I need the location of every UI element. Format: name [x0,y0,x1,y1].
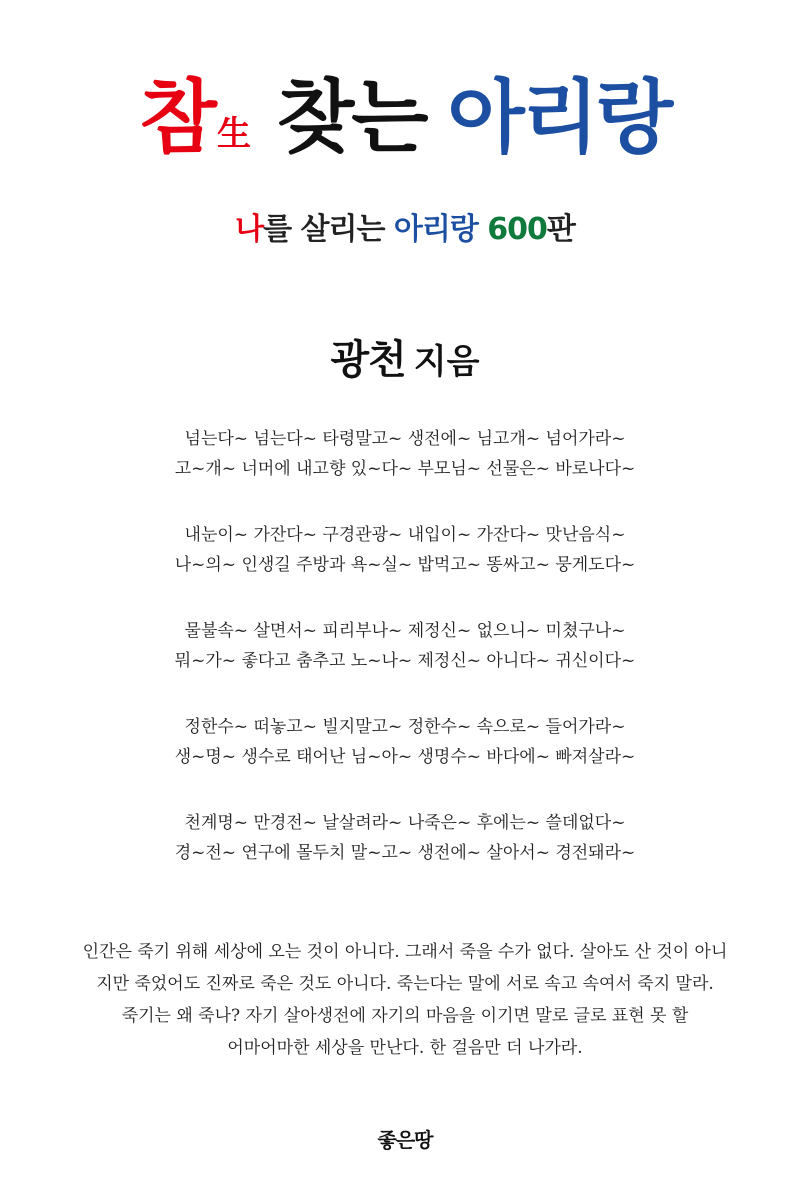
poem-stanza [0,616,810,676]
subtitle-na: 나 [235,212,264,247]
poem-line: 경~전~ 연구에 몰두치 말~고~ 생전에~ 살아서~ 경전돼라~ [174,843,636,863]
poem-line: 생~명~ 생수로 태어난 님~아~ 생명수~ 바다에~ 빠져살라~ [174,747,636,767]
poem-line: 나~의~ 인생길 주방과 욕~실~ 밥먹고~ 똥싸고~ 뭉게도다~ [174,555,636,575]
prose-line: 죽기는 왜 죽나? 자기 살아생전에 자기의 마음을 이기면 말로 글로 표현 못 할 [121,1006,689,1026]
subtitle-arirang: 아리랑 [393,212,478,247]
author-role: 지음 [413,342,480,382]
poem-line: 내눈이~ 가잔다~ 구경관광~ 내입이~ 가잔다~ 맛난음식~ [184,525,626,545]
author-credit [0,328,810,385]
poem-line: 천계명~ 만경전~ 날살려라~ 나죽은~ 후에는~ 쓸데없다~ [184,813,626,833]
poem-stanza [0,712,810,772]
poem-line: 뭐~가~ 좋다고 춤추고 노~나~ 제정신~ 아니다~ 귀신이다~ [174,651,636,671]
publisher-logo: 좋은땅 [377,1128,433,1152]
prose-line: 지만 죽었어도 진짜로 죽은 것도 아니다. 죽는다는 말에 서로 속고 속여서 죽지 말라. [96,974,714,994]
subtitle-600: 600 [487,212,547,247]
poem-line: 넘는다~ 넘는다~ 타령말고~ 생전에~ 님고개~ 넘어가라~ [184,429,626,449]
title-chatneun: 찾는 [276,71,426,164]
prose-paragraph [0,936,810,1064]
subtitle-middle: 를 살리는 [263,212,394,247]
poem-stanza [0,424,810,484]
book-subtitle [0,204,810,248]
poem-line: 물불속~ 살면서~ 피리부나~ 제정신~ 없으니~ 미쳤구나~ [184,621,626,641]
title-arirang: 아리랑 [447,71,671,164]
prose-line: 인간은 죽기 위해 세상에 오는 것이 아니다. 그래서 죽을 수가 없다. 살아도 산 것이 아니 [82,942,728,962]
title-saeng: 生 [216,114,251,154]
poem [0,424,810,904]
book-title [0,71,810,188]
poem-stanza [0,520,810,580]
poem-line: 정한수~ 떠놓고~ 빌지말고~ 정한수~ 속으로~ 들어가라~ [184,717,626,737]
prose-line: 어마어마한 세상을 만난다. 한 걸음만 더 나가라. [227,1038,583,1058]
poem-stanza [0,808,810,868]
subtitle-pan: 판 [546,212,575,247]
title-cham: 참 [139,71,215,164]
author-name: 광천 [330,337,406,383]
poem-line: 고~개~ 너머에 내고향 있~다~ 부모님~ 선물은~ 바로나다~ [174,459,636,479]
